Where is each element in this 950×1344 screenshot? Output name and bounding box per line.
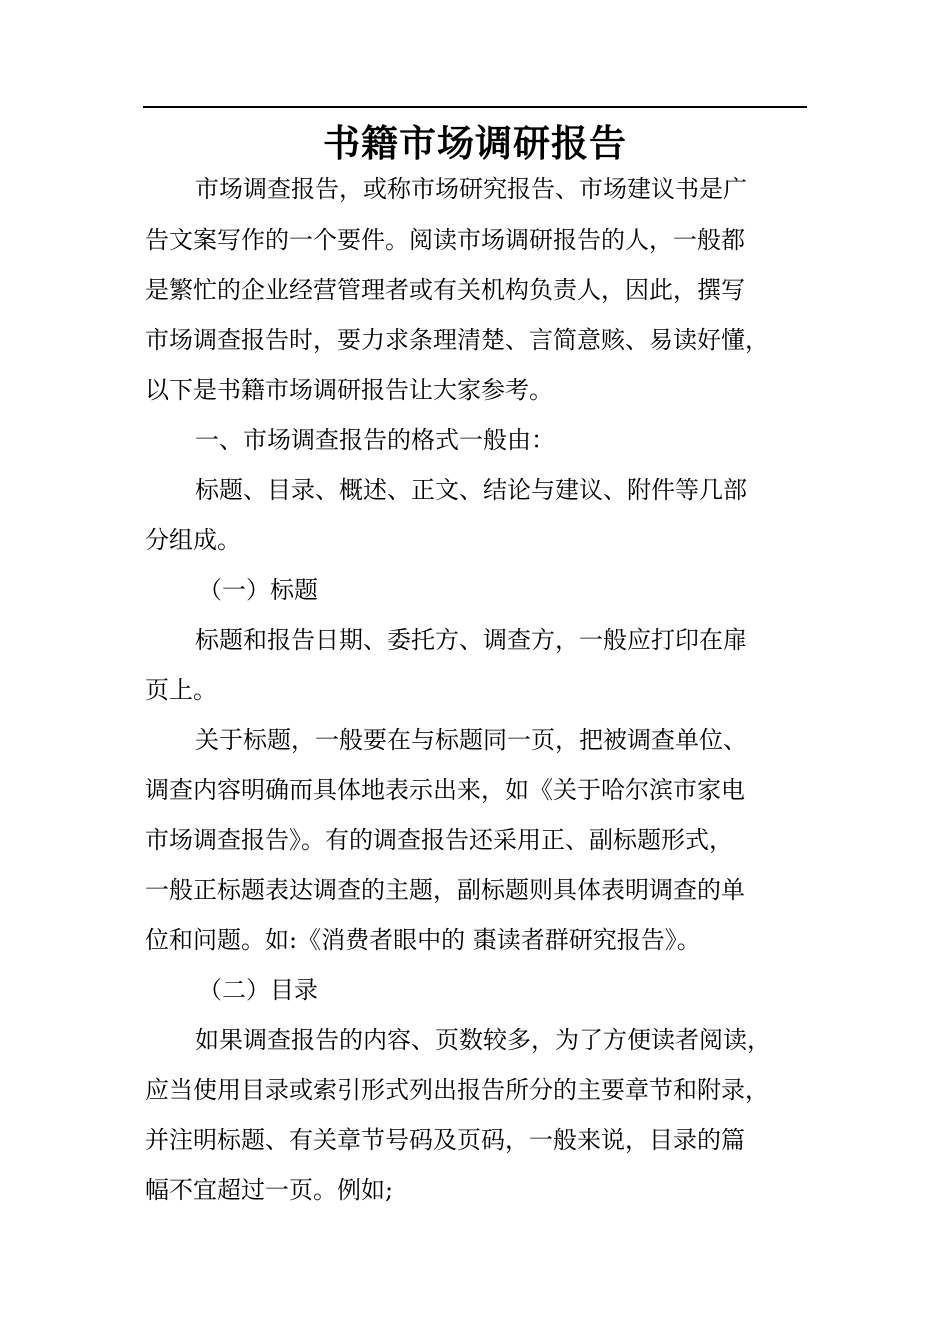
- paragraph-line: 市场调查报告》。有的调查报告还采用正、副标题形式，: [145, 826, 733, 854]
- paragraph-line: 幅不宜超过一页。例如;: [145, 1176, 394, 1204]
- paragraph-line: 是繁忙的企业经营管理者或有关机构负责人，因此，撰写: [145, 276, 745, 304]
- section-heading: 一、市场调查报告的格式一般由：: [195, 426, 555, 454]
- paragraph-line: 告文案写作的一个要件。阅读市场调研报告的人，一般都: [145, 226, 745, 254]
- paragraph-line: 以下是书籍市场调研报告让大家参考。: [145, 376, 553, 404]
- paragraph-line: 关于标题，一般要在与标题同一页，把被调查单位、: [195, 726, 747, 754]
- paragraph-line: 市场调查报告，或称市场研究报告、市场建议书是广: [195, 175, 747, 203]
- subsection-heading-title: （一）标题: [198, 576, 318, 604]
- paragraph-line: 应当使用目录或索引形式列出报告所分的主要章节和附录，: [145, 1076, 769, 1104]
- paragraph-line: 标题和报告日期、委托方、调查方，一般应打印在扉: [195, 626, 747, 654]
- paragraph-line: 分组成。: [145, 526, 241, 554]
- paragraph-line: 标题、目录、概述、正文、结论与建议、附件等几部: [195, 476, 747, 504]
- paragraph-line: 如果调查报告的内容、页数较多，为了方便读者阅读，: [195, 1026, 771, 1054]
- paragraph-line: 调查内容明确而具体地表示出来，如《关于哈尔滨市家电: [145, 776, 745, 804]
- paragraph-line: 市场调查报告时，要力求条理清楚、言简意赅、易读好懂，: [145, 326, 769, 354]
- paragraph-line: 一般正标题表达调查的主题，副标题则具体表明调查的单: [145, 876, 745, 904]
- paragraph-line: 页上。: [145, 676, 217, 704]
- document-title: 书籍市场调研报告: [323, 121, 627, 165]
- subsection-heading-contents: （二）目录: [198, 976, 318, 1004]
- paragraph-line: 并注明标题、有关章节号码及页码，一般来说，目录的篇: [145, 1126, 745, 1154]
- header-rule: [143, 106, 807, 108]
- paragraph-line: 位和问题。如:《消费者眼中的 棗读者群研究报告》。: [145, 926, 701, 954]
